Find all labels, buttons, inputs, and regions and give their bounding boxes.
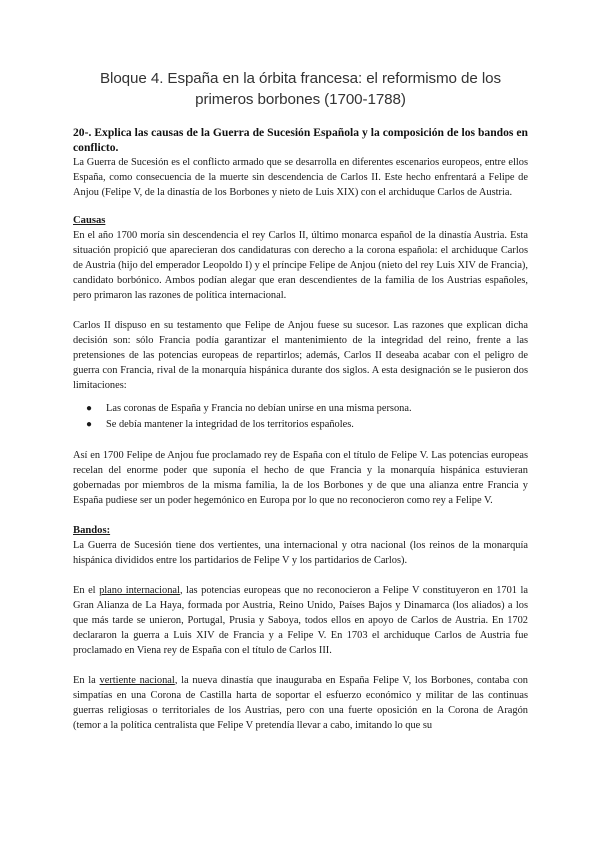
- limitaciones-list: [73, 401, 528, 433]
- bullet-icon: ●: [86, 419, 93, 430]
- bandos-paragraph-3: En la vertiente nacional, la nueva dinastía que inauguraba en España Felipe V, los Borbones, contaba con simpatías en una Corona de Castilla harta de soportar el esfuerzo económico y militar de las continuas guerras religiosas o territoriales de los Austrias, pero con una fuerte oposición en la Corona de Aragón (temor a la política centralista que Felipe V pretendía llevar a cabo, imitando lo que su: [73, 675, 529, 731]
- bandos-paragraph-1: La Guerra de Sucesión tiene dos vertientes, una internacional y otra nacional (los reinos de la monarquía hispánica divididos entre los partidarios de Felipe V y los partidarios de Carlos).: [73, 540, 528, 566]
- block-title: Bloque 4. España en la órbita francesa: el reformismo de los primeros borbones (1700-1788): [100, 70, 501, 108]
- causas-heading: Causas: [73, 215, 106, 226]
- bandos-paragraph-2: En el plano internacional, las potencias europeas que no reconocieron a Felipe V constituyeron en 1701 la Gran Alianza de La Haya, formada por Austria, Reino Unido, Países Bajos y Dinamarca (los aliados) a los que más tarde se unieron, Portugal, Prusia y Saboya, todos ellos en apoyo de Carlos de Austria. En 1702 declararon la guerra a Luis XIV de Francia y a Felipe V. En 1703 el archiduque Carlos de Austria fue proclamado en Viena rey de España con el título de Carlos III.: [73, 585, 528, 656]
- vertiente-nacional-term: vertiente nacional: [99, 675, 175, 686]
- question-title: 20-. Explica las causas de la Guerra de Sucesión Española y la composición de los bandos en conflicto.: [73, 126, 528, 154]
- intro-paragraph: La Guerra de Sucesión es el conflicto armado que se desarrolla en diferentes escenarios europeos, entre ellos España, como consecuencia de la muerte sin descendencia de Carlos II. Este hecho enfrentará a Felipe de Anjou (Felipe V, de la dinastía de los Borbones y nieto de Luis XIX) con el archiduque Carlos de Austria.: [73, 157, 528, 198]
- bullet-icon: ●: [86, 403, 93, 414]
- bandos-heading: Bandos:: [73, 525, 111, 536]
- causas-paragraph-3: Así en 1700 Felipe de Anjou fue proclamado rey de España con el título de Felipe V. Las potencias europeas recelan del enorme poder que suponía el hecho de que Francia y la monarquía hispánica estuvieran gobernadas por miembros de la misma familia, la de los Borbones y de que una alianza entre Francia y España pudiese ser un poder hegemónico en Europa por lo que no reconocieron como rey a Felipe V.: [73, 450, 528, 506]
- list-item: ● Las coronas de España y Francia no debían unirse en una misma persona.: [106, 401, 528, 417]
- plano-internacional-term: plano internacional: [99, 585, 180, 596]
- list-item: ● Se debía mantener la integridad de los territorios españoles.: [106, 417, 528, 433]
- causas-paragraph-1: En el año 1700 moría sin descendencia el rey Carlos II, último monarca español de la dinastía Austria. Esta situación propició que aparecieran dos candidaturas con derecho a la corona española: el archiduque Carlos de Austria (hijo del emperador Leopoldo I) y el príncipe Felipe de Anjou (nieto del rey Luis XIV de Francia), candidato borbónico. Ambos podían alegar que eran descendientes de la familia de los Austrias españoles, pero primaron las razones de política internacional.: [73, 230, 528, 301]
- causas-paragraph-2: Carlos II dispuso en su testamento que Felipe de Anjou fuese su sucesor. Las razones que explican dicha decisión son: sólo Francia podía garantizar el mantenimiento de la integridad del reino, frente a las pretensiones de las potencias europeas de repartirlos; además, Carlos II deseaba acabar con el peligro de guerra con Francia, rival de la monarquía hispánica durante dos siglos. A esta designación se le pusieron dos limitaciones:: [73, 320, 528, 391]
